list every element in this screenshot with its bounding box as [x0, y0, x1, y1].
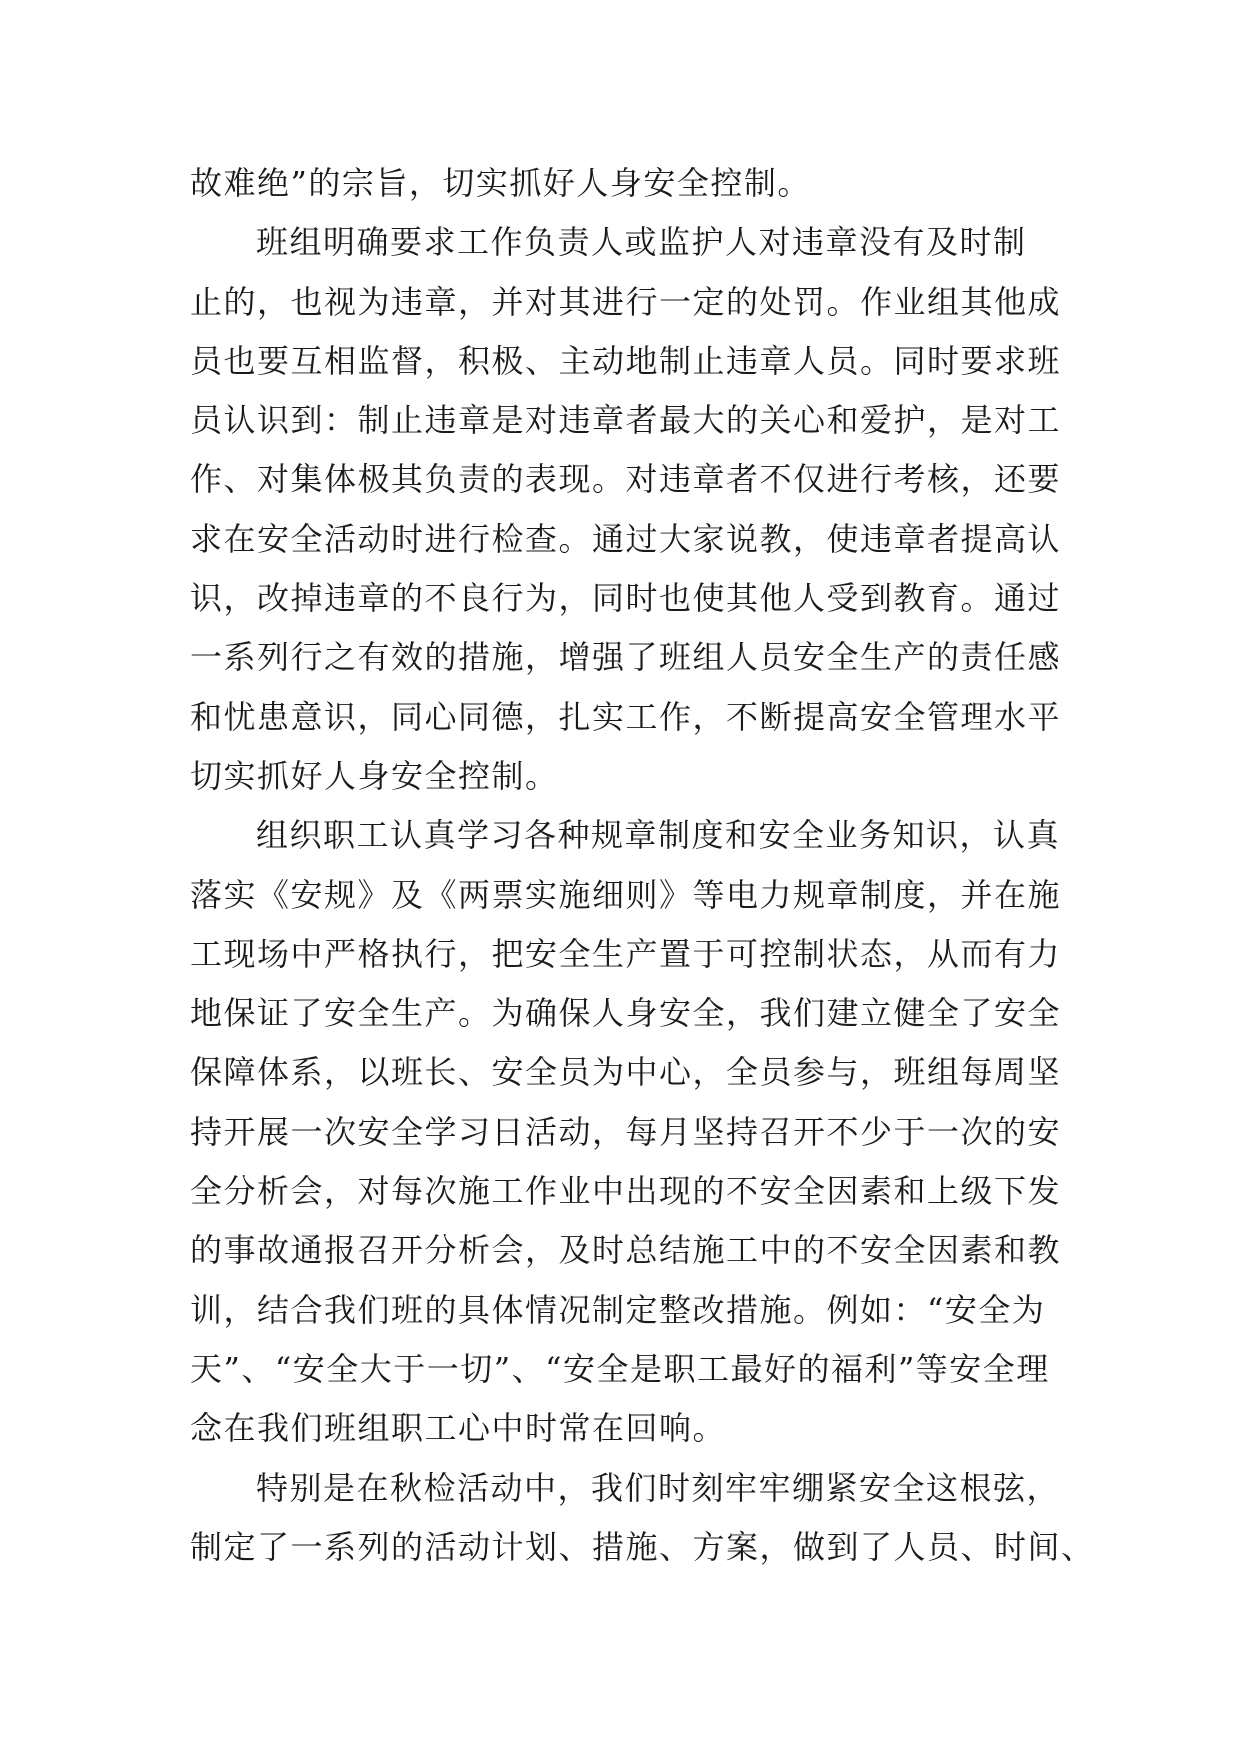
text-line: 地保证了安全生产。为确保人身安全，我们建立健全了安全	[190, 994, 1062, 1033]
paragraph-3	[190, 806, 1070, 1458]
text-line: 全分析会，对每次施工作业中出现的不安全因素和上级下发	[190, 1172, 1062, 1211]
text-line: 一系列行之有效的措施，增强了班组人员安全生产的责任感	[190, 638, 1062, 677]
document-body	[190, 154, 1095, 1577]
paragraph-2	[190, 213, 1070, 806]
text-line: 故难绝”的宗旨，切实抓好人身安全控制。	[190, 164, 811, 202]
text-line: 训，结合我们班的具体情况制定整改措施。例如：“安全为	[190, 1290, 1046, 1329]
text-line: 组织职工认真学习各种规章制度和安全业务知识，认真	[256, 816, 1061, 855]
text-line: 切实抓好人身安全控制。	[190, 756, 559, 795]
text-line: 员认识到：制止违章是对违章者最大的关心和爱护，是对工	[190, 401, 1062, 440]
paragraph-4	[190, 1459, 1095, 1578]
paragraph-1	[190, 154, 1070, 213]
text-line: 特别是在秋检活动中，我们时刻牢牢绷紧安全这根弦，	[256, 1468, 1061, 1507]
text-line: 念在我们班组职工心中时常在回响。	[190, 1409, 727, 1448]
text-line: 员也要互相监督，积极、主动地制止违章人员。同时要求班	[190, 341, 1062, 380]
text-line: 保障体系，以班长、安全员为中心，全员参与，班组每周坚	[190, 1053, 1062, 1092]
text-line: 制定了一系列的活动计划、措施、方案，做到了人员、时间、	[190, 1527, 1095, 1566]
text-line: 班组明确要求工作负责人或监护人对违章没有及时制	[256, 223, 1027, 262]
text-line: 的事故通报召开分析会，及时总结施工中的不安全因素和教	[190, 1231, 1062, 1270]
text-line: 识，改掉违章的不良行为，同时也使其他人受到教育。通过	[190, 579, 1062, 618]
text-line: 和忧患意识，同心同德，扎实工作，不断提高安全管理水平	[190, 697, 1062, 736]
text-line: 落实《安规》及《两票实施细则》等电力规章制度，并在施	[190, 875, 1062, 914]
text-line: 天”、“安全大于一切”、“安全是职工最好的福利”等安全理	[190, 1349, 1050, 1388]
text-line: 持开展一次安全学习日活动，每月坚持召开不少于一次的安	[190, 1112, 1062, 1151]
text-line: 止的，也视为违章，并对其进行一定的处罚。作业组其他成	[190, 282, 1062, 321]
text-line: 作、对集体极其负责的表现。对违章者不仅进行考核，还要	[190, 460, 1062, 499]
text-line: 求在安全活动时进行检查。通过大家说教，使违章者提高认	[190, 519, 1062, 558]
text-line: 工现场中严格执行，把安全生产置于可控制状态，从而有力	[190, 934, 1062, 973]
